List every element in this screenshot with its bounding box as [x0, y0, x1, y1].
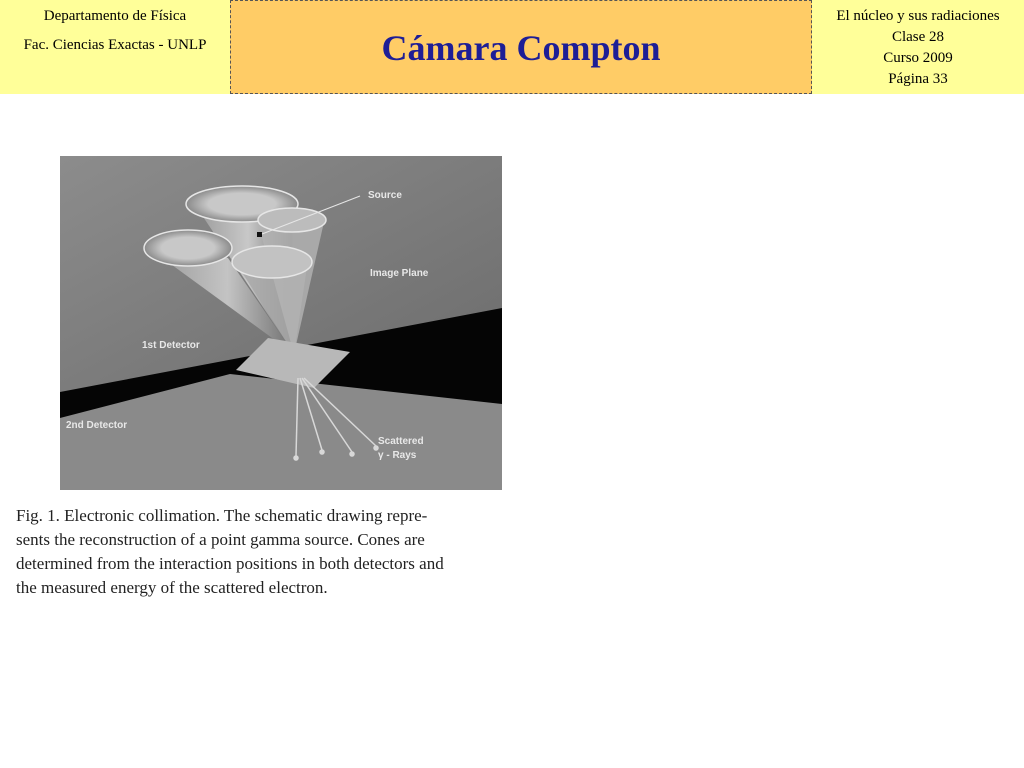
- topic-label: El núcleo y sus radiaciones: [836, 8, 1000, 24]
- caption-line: sents the reconstruction of a point gamma source. Cones are: [16, 530, 425, 549]
- course-label: Curso 2009: [883, 50, 953, 66]
- slide-title: Cámara Compton: [381, 28, 661, 68]
- label-rays: γ - Rays: [378, 450, 417, 461]
- figure-caption: [16, 504, 548, 600]
- label-first-detector: 1st Detector: [142, 340, 200, 351]
- cone-ring-left: [144, 230, 232, 266]
- caption-line: determined from the interaction positions in both detectors and: [16, 554, 444, 573]
- label-second-detector: 2nd Detector: [66, 420, 128, 431]
- label-scattered: Scattered: [378, 436, 424, 447]
- faculty-label: Fac. Ciencias Exactas - UNLP: [23, 37, 207, 53]
- caption-line: the measured energy of the scattered electron.: [16, 578, 328, 597]
- page-number: Página 33: [888, 71, 948, 87]
- header-right-panel: [812, 0, 1024, 94]
- department-label: Departamento de Física: [43, 8, 187, 24]
- cone-ring-right: [232, 246, 312, 278]
- caption-line: Fig. 1. Electronic collimation. The schematic drawing repre-: [16, 506, 428, 525]
- figure: [12, 140, 552, 610]
- label-image-plane: Image Plane: [370, 268, 429, 279]
- compton-camera-schematic: [60, 156, 502, 490]
- header-title-panel: [230, 0, 812, 94]
- cone-ring-back: [258, 208, 326, 232]
- label-source: Source: [368, 190, 402, 201]
- lesson-label: Clase 28: [891, 29, 945, 45]
- header-left-panel: [0, 0, 230, 94]
- source-point: [257, 232, 262, 237]
